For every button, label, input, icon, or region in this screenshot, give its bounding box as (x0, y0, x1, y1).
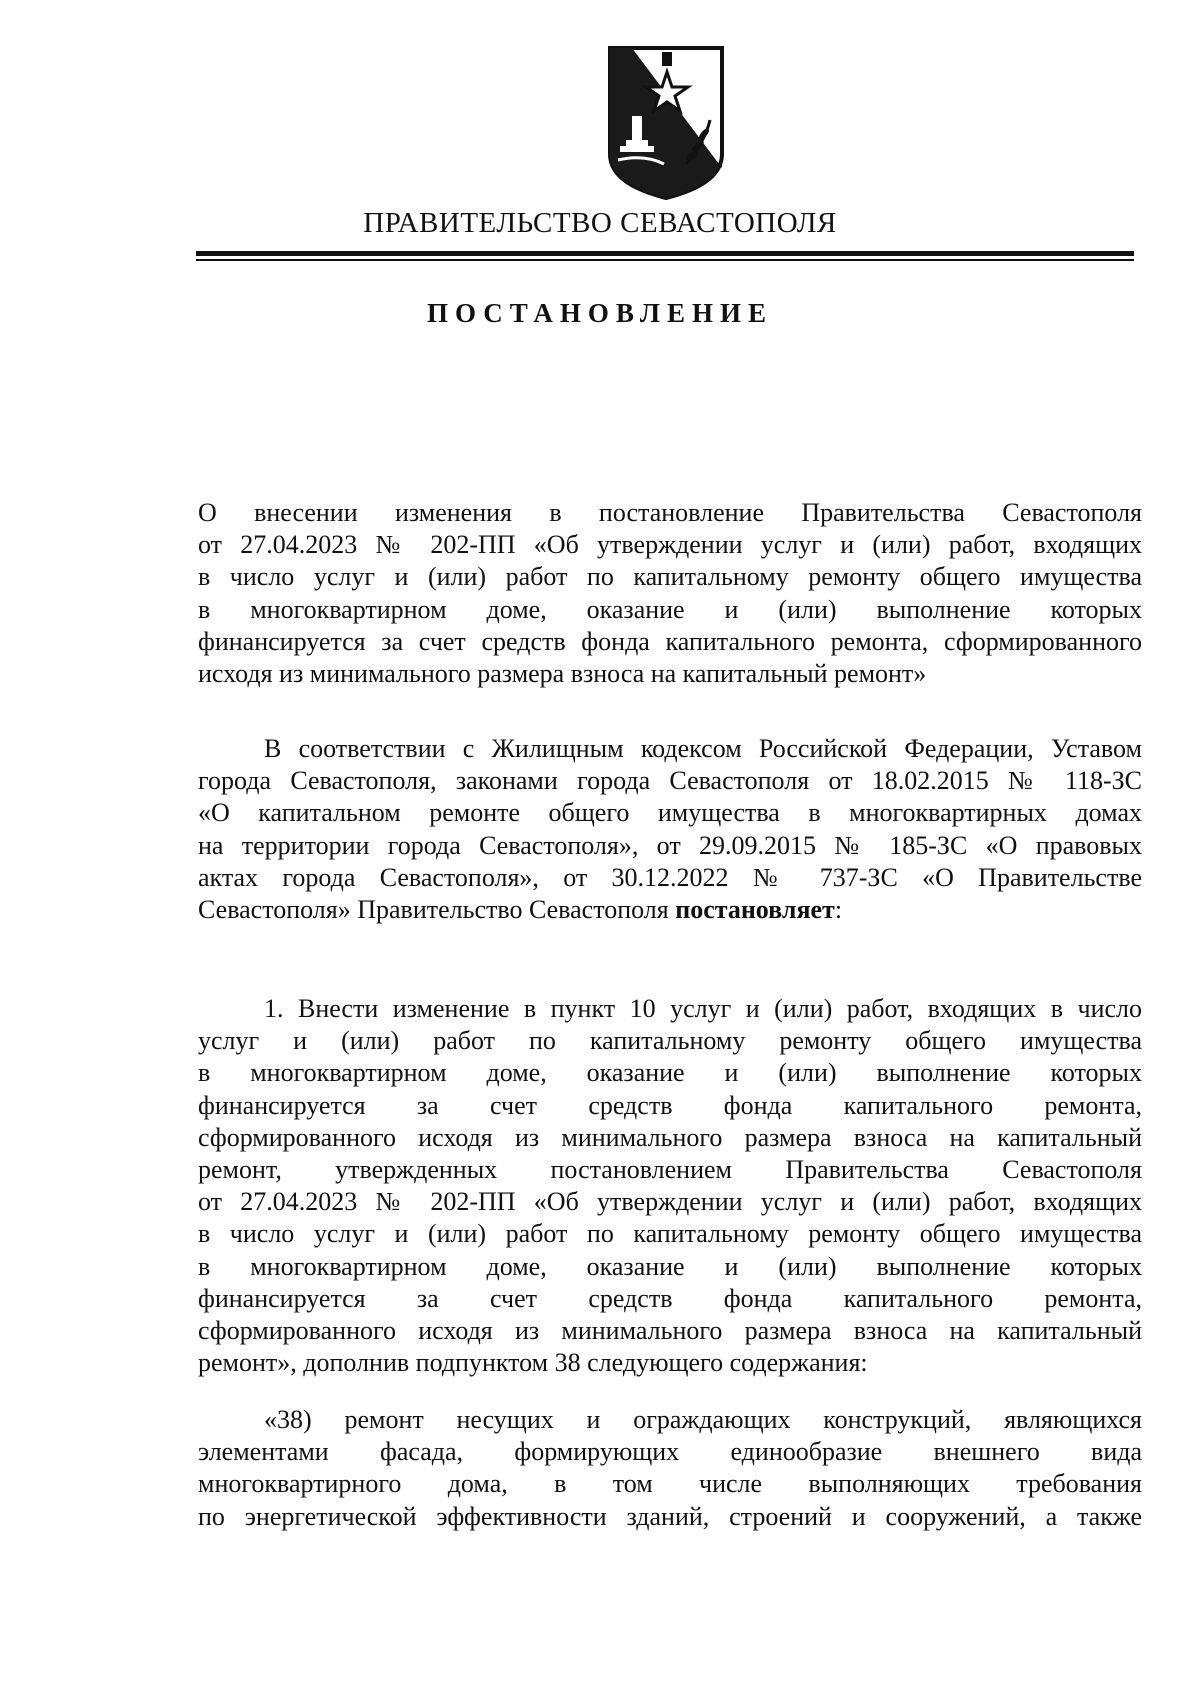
item-1-paragraph (198, 993, 1142, 1379)
item-1-line: в многоквартирном доме, оказание и (или) выполнение которых (198, 1058, 1142, 1088)
subject-line: О внесении изменения в постановление Правительства Севастополя (198, 498, 1142, 527)
header-divider-thick (196, 251, 1134, 256)
subject-line: в многоквартирном доме, оказание и (или) выполнение которых (198, 594, 1142, 624)
item-1-line: сформированного исходя из минимального размера взноса на капитальный (198, 1122, 1142, 1152)
item-1-line: в число услуг и (или) работ по капитальному ремонту общего имущества (198, 1219, 1142, 1249)
item-1-line: сформированного исходя из минимального размера взноса на капитальный (198, 1316, 1142, 1346)
subject-line: финансируется за счет средств фонда капитального ремонта, сформированного (198, 626, 1142, 656)
subitem-38-line: элементами фасада, формирующих единообразие внешнего вида (198, 1437, 1142, 1467)
preamble-line: города Севастополя, законами города Севастополя от 18.02.2015 № 118-ЗС (198, 766, 1142, 796)
item-1-line: услуг и (или) работ по капитальному ремонту общего имущества (198, 1026, 1142, 1056)
preamble-line-text: Севастополя» Правительство Севастополя (198, 895, 676, 925)
document-type: ПОСТАНОВЛЕНИЕ (426, 298, 774, 328)
item-1-line: финансируется за счет средств фонда капитального ремонта, (198, 1090, 1142, 1120)
subitem-38-line: по энергетической эффективности зданий, строений и сооружений, а также (198, 1501, 1142, 1531)
subitem-38-line: «38) ремонт несущих и ограждающих конструкций, являющихся (264, 1405, 1142, 1434)
preamble-line: В соответствии с Жилищным кодексом Российской Федерации, Уставом (264, 734, 1142, 763)
resolves-word: постановляет (675, 895, 835, 925)
subject-line: от 27.04.2023 № 202-ПП «Об утверждении услуг и (или) работ, входящих (198, 530, 1142, 560)
preamble-line: на территории города Севастополя», от 29.09.2015 № 185-ЗС «О правовых (198, 830, 1142, 860)
subject-line: исходя из минимального размера взноса на капитальный ремонт» (198, 659, 927, 689)
document-subject (198, 497, 1142, 690)
preamble-line: актах города Севастополя», от 30.12.2022 № 737-ЗС «О Правительстве (198, 862, 1142, 892)
item-1-line: 1. Внести изменение в пункт 10 услуг и (или) работ, входящих в число (264, 994, 1142, 1023)
header-divider-thin (196, 259, 1134, 261)
sevastopol-coat-of-arms-icon (604, 44, 728, 200)
preamble-paragraph (198, 733, 1142, 926)
item-1-line: от 27.04.2023 № 202-ПП «Об утверждении услуг и (или) работ, входящих (198, 1187, 1142, 1217)
resolves-colon: : (834, 895, 843, 925)
preamble-last-line (198, 894, 1142, 926)
subject-line: в число услуг и (или) работ по капитальному ремонту общего имущества (198, 562, 1142, 592)
item-1-line: ремонт», дополнив подпунктом 38 следующего содержания: (198, 1348, 868, 1378)
preamble-line: «О капитальном ремонте общего имущества в многоквартирных домах (198, 798, 1142, 828)
government-name: ПРАВИТЕЛЬСТВО СЕВАСТОПОЛЯ (363, 207, 837, 239)
item-1-line: в многоквартирном доме, оказание и (или) выполнение которых (198, 1251, 1142, 1281)
subitem-38-paragraph (198, 1404, 1142, 1533)
subitem-38-line: многоквартирного дома, в том числе выполняющих требования (198, 1469, 1142, 1499)
item-1-line: финансируется за счет средств фонда капитального ремонта, (198, 1283, 1142, 1313)
item-1-line: ремонт, утвержденных постановлением Правительства Севастополя (198, 1155, 1142, 1185)
